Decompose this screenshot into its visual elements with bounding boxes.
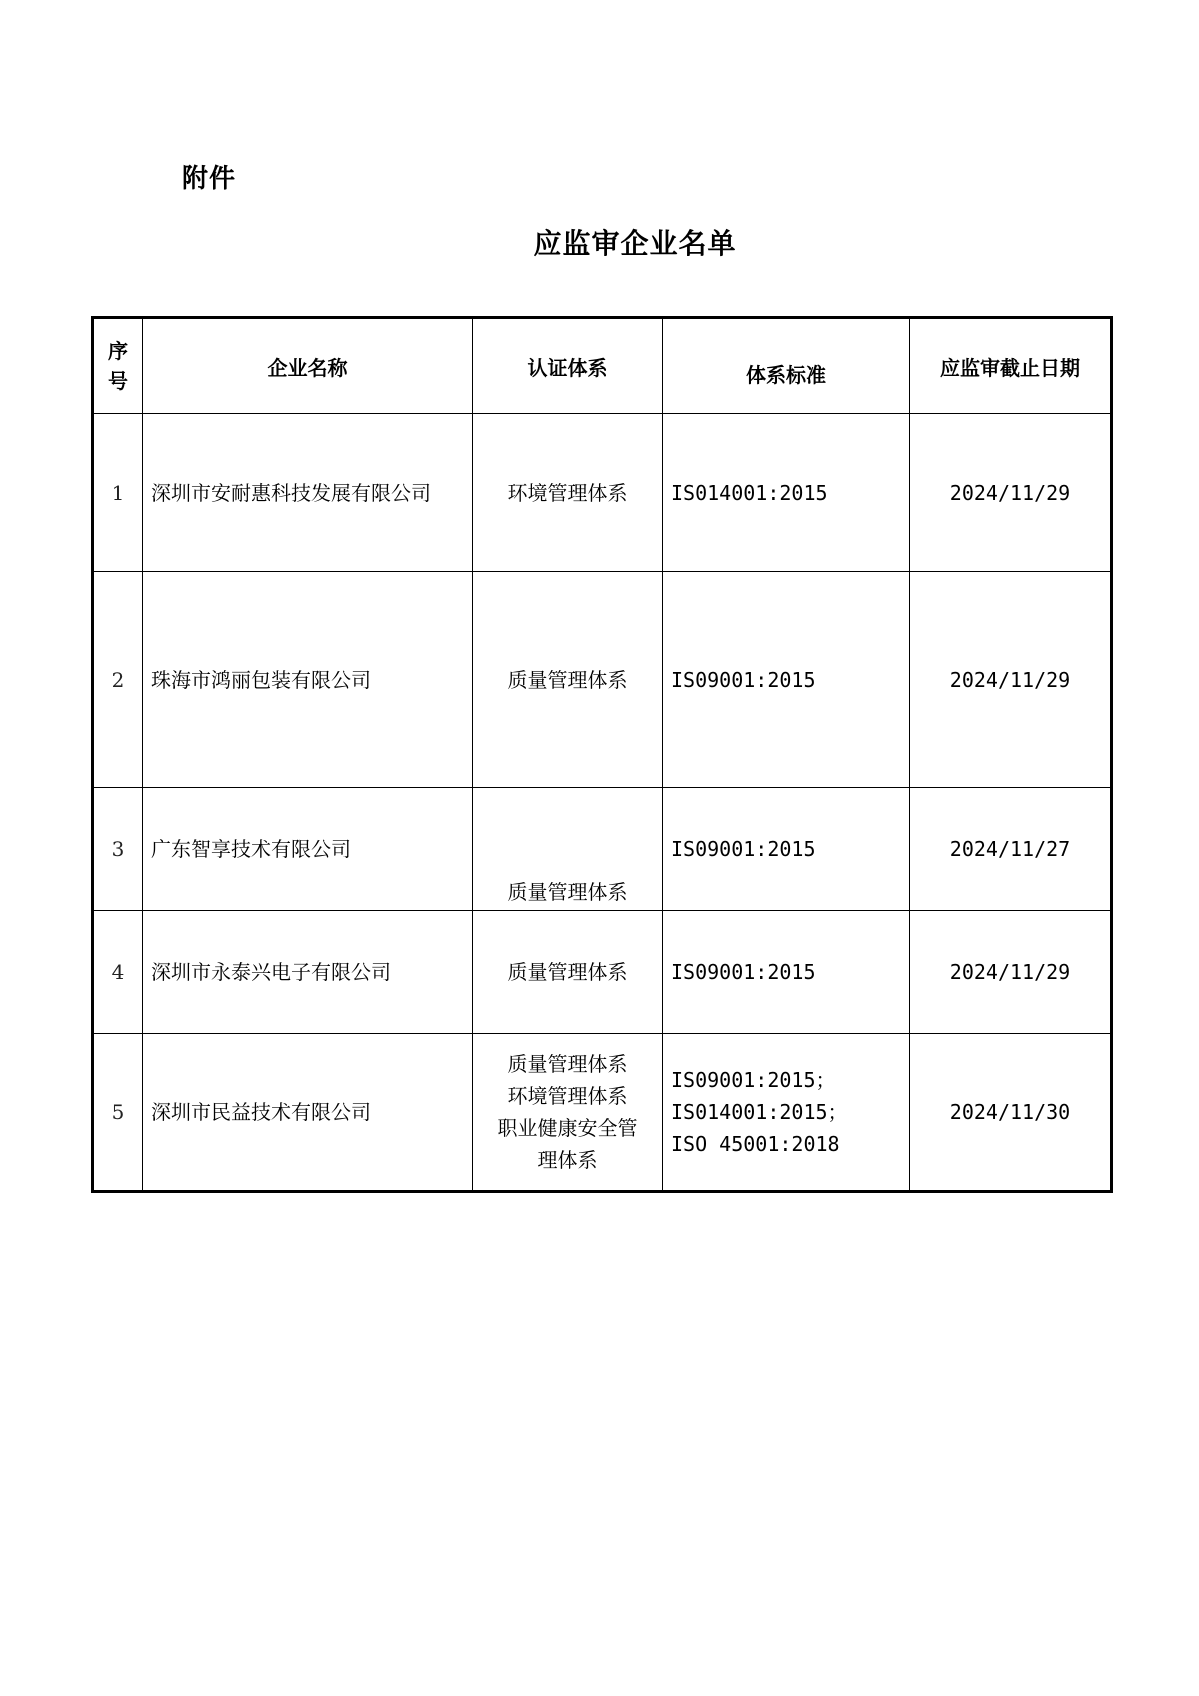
row-company: 深圳市民益技术有限公司	[143, 1034, 473, 1192]
system-line: 环境管理体系	[507, 1084, 628, 1108]
column-header-standard: 体系标准	[663, 318, 910, 414]
row-seq: 2	[93, 572, 143, 788]
row-seq: 3	[93, 788, 143, 911]
row-system	[473, 414, 663, 572]
standard-line: IS014001:2015	[671, 480, 828, 505]
row-company: 深圳市安耐惠科技发展有限公司	[143, 414, 473, 572]
standard-line: IS09001:2015	[671, 960, 816, 984]
standard-line: IS09001:2015；	[671, 1068, 836, 1092]
row-standard	[663, 572, 910, 788]
system-line: 理体系	[537, 1148, 598, 1172]
row-seq: 4	[93, 911, 143, 1034]
row-deadline: 2024/11/29	[910, 572, 1112, 788]
row-system	[473, 572, 663, 788]
column-header-company: 企业名称	[143, 318, 473, 414]
table-row	[93, 911, 1112, 1034]
row-system	[473, 1034, 663, 1192]
row-standard	[663, 1034, 910, 1192]
table-row	[93, 572, 1112, 788]
standard-line: IS09001:2015	[671, 837, 816, 861]
row-standard	[663, 788, 910, 911]
row-company: 广东智享技术有限公司	[143, 788, 473, 911]
standard-line: IS09001:2015	[671, 667, 816, 692]
table-row	[93, 788, 1112, 911]
row-standard	[663, 911, 910, 1034]
row-standard	[663, 414, 910, 572]
table-row	[93, 1034, 1112, 1192]
row-system	[473, 788, 663, 911]
row-deadline: 2024/11/30	[910, 1034, 1112, 1192]
row-system	[473, 911, 663, 1034]
row-deadline: 2024/11/27	[910, 788, 1112, 911]
table-header-row	[93, 318, 1112, 414]
system-line: 职业健康安全管	[497, 1116, 638, 1140]
row-deadline: 2024/11/29	[910, 414, 1112, 572]
system-line: 质量管理体系	[507, 880, 628, 904]
attachment-label: 附件	[182, 164, 237, 194]
standard-line: ISO 45001:2018	[671, 1132, 840, 1156]
system-line: 环境管理体系	[507, 480, 628, 505]
row-company: 珠海市鸿丽包装有限公司	[143, 572, 473, 788]
column-header-seq	[93, 318, 143, 414]
seq-header-line2: 号	[108, 369, 128, 393]
column-header-system: 认证体系	[473, 318, 663, 414]
row-seq: 1	[93, 414, 143, 572]
document-title: 应监审企业名单	[533, 227, 737, 260]
row-company: 深圳市永泰兴电子有限公司	[143, 911, 473, 1034]
seq-header-line1: 序	[108, 339, 128, 363]
enterprise-list-table	[91, 316, 1113, 1193]
system-line: 质量管理体系	[507, 1052, 628, 1076]
row-seq: 5	[93, 1034, 143, 1192]
row-deadline: 2024/11/29	[910, 911, 1112, 1034]
column-header-deadline: 应监审截止日期	[910, 318, 1112, 414]
system-line: 质量管理体系	[507, 667, 628, 692]
table-row	[93, 414, 1112, 572]
standard-line: IS014001:2015；	[671, 1100, 848, 1124]
system-line: 质量管理体系	[507, 960, 628, 984]
